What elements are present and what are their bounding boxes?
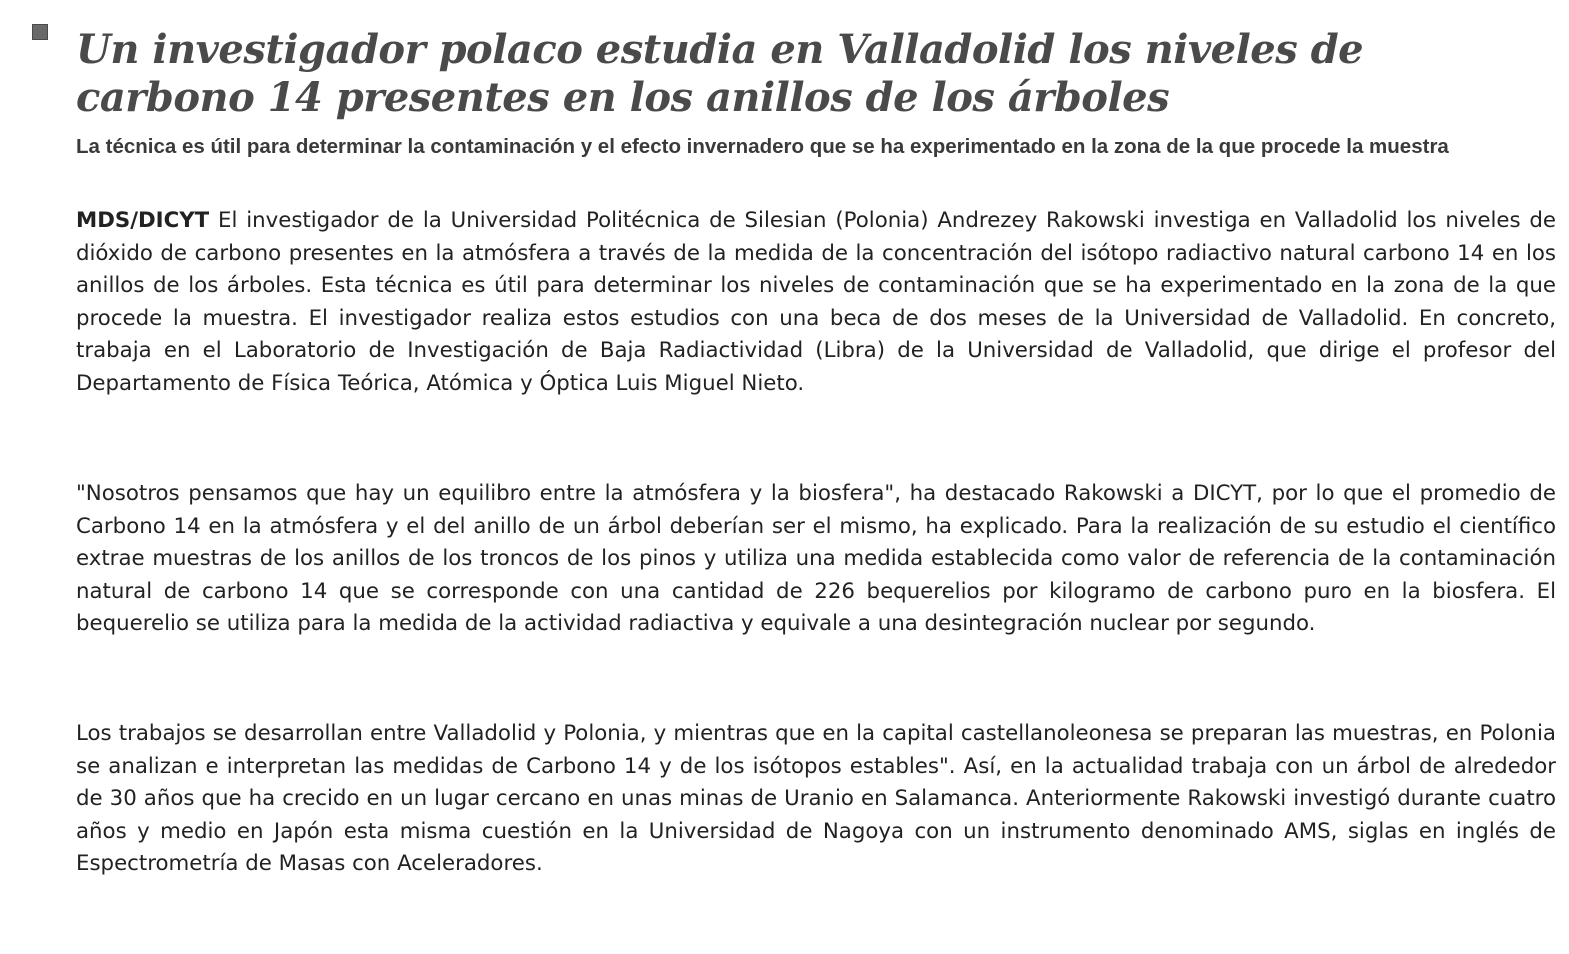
article-paragraph-3: Los trabajos se desarrollan entre Valladolid y Polonia, y mientras que en la capital castellanoleonesa se preparan las muestras, en Polonia se analizan e interpretan las medidas de Carbono 14 y de los isótopos estables". Así, en la actualidad trabaja con un árbol de alrededor de 30 años que ha crecido en un lugar cercano en unas minas de Uranio en Salamanca. Anteriormente Rakowski investigó durante cuatro años y medio en Japón esta misma cuestión en la Universidad de Nagoya con un instrumento denominado AMS, siglas en inglés de Espectrometría de Masas con Aceleradores. bbox=[76, 721, 1556, 876]
article-paragraph-1 bbox=[76, 205, 1556, 400]
article-subtitle: La técnica es útil para determinar la contaminación y el efecto invernadero que se ha experimentado en la zona de la que procede la muestra bbox=[76, 135, 1449, 158]
article-paragraph-1-text: El investigador de la Universidad Politécnica de Silesian (Polonia) Andrezey Rakowski investiga en Valladolid los niveles de dióxido de carbono presentes en la atmósfera a través de la medida de la concentración del isótopo radiactivo natural carbono 14 en los anillos de los árboles. Esta técnica es útil para determinar los niveles de contaminación que se ha experimentado en la zona de la que procede la muestra. El investigador realiza estos estudios con una beca de dos meses de la Universidad de Valladolid. En concreto, trabaja en el Laboratorio de Investigación de Baja Radiactividad (Libra) de la Universidad de Valladolid, que dirige el profesor del Departamento de Física Teórica, Atómica y Óptica Luis Miguel Nieto. bbox=[76, 208, 1556, 396]
article-headline: Un investigador polaco estudia en Valladolid los niveles de carbono 14 presentes en los anillos de los árboles bbox=[76, 26, 1364, 121]
article-source: MDS/DICYT bbox=[76, 208, 210, 233]
square-bullet-icon bbox=[32, 24, 48, 40]
article-paragraph-2: "Nosotros pensamos que hay un equilibro entre la atmósfera y la biosfera", ha destacado Rakowski a DICYT, por lo que el promedio de Carbono 14 en la atmósfera y el del anillo de un árbol deberían ser el mismo, ha explicado. Para la realización de su estudio el científico extrae muestras de los anillos de los troncos de los pinos y utiliza una medida establecida como valor de referencia de la contaminación natural de carbono 14 que se corresponde con una cantidad de 226 bequerelios por kilogramo de carbono puro en la biosfera. El bequerelio se utiliza para la medida de la actividad radiactiva y equivale a una desintegración nuclear por segundo. bbox=[76, 481, 1556, 636]
